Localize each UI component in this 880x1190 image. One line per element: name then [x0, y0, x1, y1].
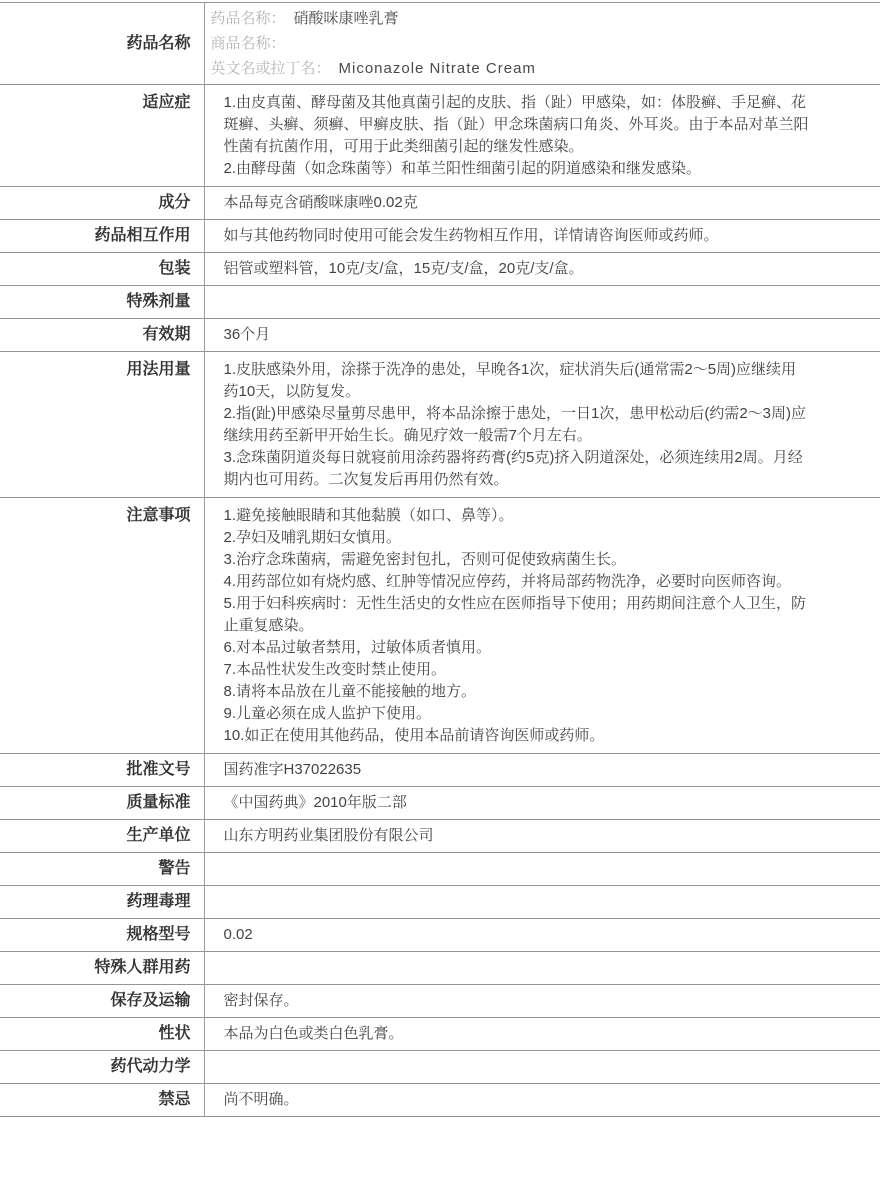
row-label: 禁忌: [0, 1084, 204, 1117]
row-content: [204, 952, 880, 985]
table-row-shelf-life: [0, 319, 880, 352]
table-row-drug-name: [0, 3, 880, 85]
row-label: 成分: [0, 187, 204, 220]
list-item: 2.由酵母菌（如念珠菌等）和革兰阳性细菌引起的阴道感染和继发感染。: [223, 160, 702, 177]
table-row-appearance: [0, 1018, 880, 1051]
row-content: 《中国药典》2010年版二部: [223, 794, 407, 811]
list-item: 1.避免接触眼睛和其他黏膜（如口、鼻等）。: [223, 507, 514, 524]
row-label: 批准文号: [0, 754, 204, 787]
row-content: [204, 85, 880, 187]
list-item: 7.本品性状发生改变时禁止使用。: [223, 661, 447, 678]
row-content: 密封保存。: [223, 992, 299, 1009]
table-row-contraindications: [0, 1084, 880, 1117]
row-content: 本品每克含硝酸咪康唑0.02克: [223, 194, 418, 211]
row-label: 适应症: [0, 85, 204, 187]
table-row-approval-number: [0, 754, 880, 787]
field-label: 商品名称：: [210, 35, 286, 52]
row-label: 注意事项: [0, 498, 204, 754]
table-row-pharmacokinetics: [0, 1051, 880, 1084]
row-content: 如与其他药物同时使用可能会发生药物相互作用，详情请咨询医师或药师。: [223, 227, 719, 244]
table-row-special-populations: [0, 952, 880, 985]
list-item: 4.用药部位如有烧灼感、红肿等情况应停药，并将局部药物洗净，必要时向医师咨询。: [223, 573, 792, 590]
list-item: 8.请将本品放在儿童不能接触的地方。: [223, 683, 477, 700]
list-item: 10.如正在使用其他药品，使用本品前请咨询医师或药师。: [223, 727, 605, 744]
row-content: [204, 3, 880, 85]
drug-name-field: [211, 6, 861, 31]
table-row-manufacturer: [0, 820, 880, 853]
list-item: 1.由皮真菌、酵母菌及其他真菌引起的皮肤、指（趾）甲感染，如：体股癣、手足癣、花斑癣、头癣、须癣、甲癣皮肤、指（趾）甲念珠菌病口角炎、外耳炎。由于本品对革兰阳性菌有抗菌作用，可用于此类细菌引起的继发性感染。: [223, 94, 809, 155]
row-label: 有效期: [0, 319, 204, 352]
row-content: [204, 286, 880, 319]
row-label: 包装: [0, 253, 204, 286]
row-content: [204, 886, 880, 919]
field-value: 硝酸咪康唑乳膏: [293, 10, 399, 27]
row-content: 尚不明确。: [223, 1091, 299, 1108]
table-row-special-dosage: [0, 286, 880, 319]
table-row-drug-interactions: [0, 220, 880, 253]
row-content: 铝管或塑料管，10克/支/盒，15克/支/盒，20克/支/盒。: [223, 260, 584, 277]
latin-name-field: [211, 56, 861, 81]
table-row-quality-standard: [0, 787, 880, 820]
drug-info-table: [0, 2, 880, 1117]
row-content: 36个月: [223, 326, 271, 343]
table-row-warning: [0, 853, 880, 886]
row-label: 药品名称: [0, 3, 204, 85]
table-row-storage-transport: [0, 985, 880, 1018]
row-label: 特殊人群用药: [0, 952, 204, 985]
row-label: 性状: [0, 1018, 204, 1051]
field-label: 英文名或拉丁名：: [210, 60, 331, 77]
list-item: 6.对本品过敏者禁用，过敏体质者慎用。: [223, 639, 492, 656]
row-label: 药代动力学: [0, 1051, 204, 1084]
row-content: [204, 352, 880, 498]
row-content: 山东方明药业集团股份有限公司: [223, 827, 434, 844]
field-value: Miconazole Nitrate Cream: [338, 60, 536, 77]
table-row-ingredients: [0, 187, 880, 220]
row-label: 药品相互作用: [0, 220, 204, 253]
row-content: [204, 853, 880, 886]
table-row-precautions: [0, 498, 880, 754]
table-row-indications: [0, 85, 880, 187]
row-label: 警告: [0, 853, 204, 886]
list-item: 9.儿童必须在成人监护下使用。: [223, 705, 432, 722]
row-label: 质量标准: [0, 787, 204, 820]
row-label: 保存及运输: [0, 985, 204, 1018]
list-item: 3.念珠菌阴道炎每日就寝前用涂药器将药膏(约5克)挤入阴道深处，必须连续用2周。月经期内也可用药。二次复发后再用仍然有效。: [223, 449, 803, 488]
row-content: 本品为白色或类白色乳膏。: [223, 1025, 404, 1042]
row-label: 生产单位: [0, 820, 204, 853]
list-item: 2.指(趾)甲感染尽量剪尽患甲，将本品涂擦于患处，一日1次，患甲松动后(约需2～3周)应继续用药至新甲开始生长。确见疗效一般需7个月左右。: [223, 405, 807, 444]
trade-name-field: [211, 31, 861, 56]
row-content: [204, 1051, 880, 1084]
list-item: 5.用于妇科疾病时：无性生活史的女性应在医师指导下使用；用药期间注意个人卫生，防止重复感染。: [223, 595, 807, 634]
table-row-specification: [0, 919, 880, 952]
row-label: 药理毒理: [0, 886, 204, 919]
row-content: [204, 498, 880, 754]
list-item: 1.皮肤感染外用，涂搽于洗净的患处，早晚各1次，症状消失后(通常需2～5周)应继续用药10天，以防复发。: [223, 361, 797, 400]
list-item: 3.治疗念珠菌病，需避免密封包扎，否则可促使致病菌生长。: [223, 551, 627, 568]
row-label: 规格型号: [0, 919, 204, 952]
field-label: 药品名称：: [210, 10, 286, 27]
table-row-dosage-usage: [0, 352, 880, 498]
row-label: 特殊剂量: [0, 286, 204, 319]
list-item: 2.孕妇及哺乳期妇女慎用。: [223, 529, 402, 546]
row-content: 0.02: [223, 926, 253, 943]
row-label: 用法用量: [0, 352, 204, 498]
table-row-packaging: [0, 253, 880, 286]
row-content: 国药准字H37022635: [223, 761, 362, 778]
table-row-pharmacology-toxicology: [0, 886, 880, 919]
